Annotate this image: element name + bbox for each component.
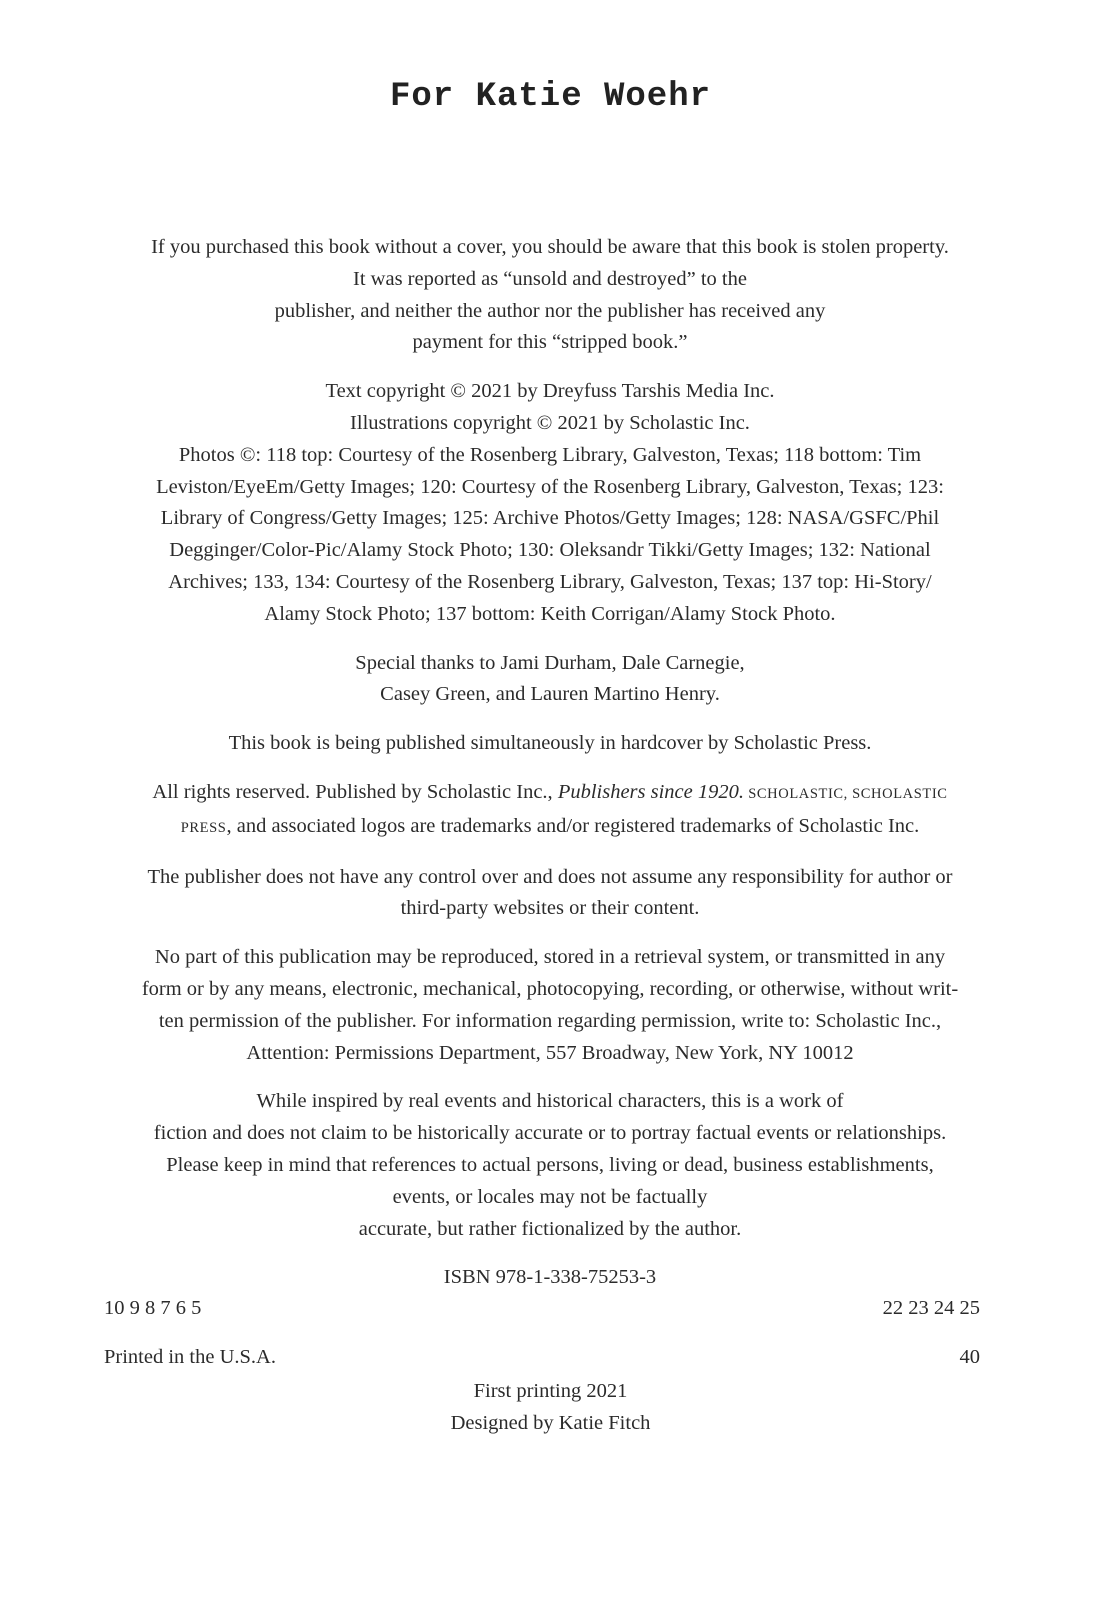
thanks-line: Casey Green, and Lauren Martino Henry. (380, 683, 720, 706)
photo-credit-line: Archives; 133, 134: Courtesy of the Rosenberg Library, Galveston, Texas; 137 top: Hi-Story/ (168, 570, 932, 593)
reproduction-notice (100, 942, 1000, 1069)
trademark-rest: , and associated logos are trademarks and/or registered trademarks of Scholastic Inc. (226, 814, 920, 837)
photo-credit-line: Degginger/Color-Pic/Alamy Stock Photo; 130: Oleksandr Tikki/Getty Images; 132: National (169, 539, 931, 562)
copyright-block (100, 232, 1000, 1311)
fiction-line: fiction and does not claim to be historically accurate or to portray factual events or relationships. (153, 1122, 947, 1145)
rights-prefix: All rights reserved. Published by Scholastic Inc., (152, 780, 558, 803)
print-run-numbers: 10 9 8 7 6 5 (104, 1297, 202, 1319)
dedication: For Katie Woehr (389, 78, 712, 116)
fiction-line: events, or locales may not be factually (392, 1185, 708, 1208)
print-year-numbers: 22 23 24 25 (882, 1297, 980, 1319)
rights-reserved (100, 777, 1000, 845)
fiction-line: Please keep in mind that references to actual persons, living or dead, business establishments, (166, 1153, 934, 1176)
reproduction-line: Attention: Permissions Department, 557 Broadway, New York, NY 10012 (246, 1041, 854, 1064)
notice-line: publisher, and neither the author nor the publisher has received any (274, 299, 826, 322)
designer-credit: Designed by Katie Fitch (450, 1411, 651, 1434)
isbn (100, 1262, 1000, 1294)
notice-line: payment for this “stripped book.” (412, 331, 688, 354)
reproduction-line: ten permission of the publisher. For information regarding permission, write to: Scholastic Inc., (158, 1009, 942, 1032)
printed-in: Printed in the U.S.A. (104, 1346, 276, 1368)
reproduction-line: No part of this publication may be reproduced, stored in a retrieval system, or transmitted in any (154, 946, 946, 969)
website-disclaimer (100, 862, 1000, 926)
photo-credit-line: Alamy Stock Photo; 137 bottom: Keith Corrigan/Alamy Stock Photo. (264, 602, 836, 625)
stripped-book-notice (100, 232, 1000, 359)
illustrations-copyright: Illustrations copyright © 2021 by Scholastic Inc. (350, 411, 750, 434)
fiction-line: accurate, but rather fictionalized by the author. (358, 1217, 742, 1240)
photo-credit-line: Leviston/EyeEm/Getty Images; 120: Courtesy of the Rosenberg Library, Galveston, Texas; 123: (156, 475, 944, 498)
notice-line: It was reported as “unsold and destroyed” to the (353, 267, 747, 290)
trademark-smallcaps: PRESS (180, 819, 227, 836)
printing-footer (0, 1376, 1101, 1440)
notice-line: If you purchased this book without a cover, you should be aware that this book is stolen property. (151, 236, 949, 258)
copyright-credits (100, 376, 1000, 630)
disclaimer-line: third-party websites or their content. (400, 897, 700, 920)
publishers-since: Publishers since 1920. (557, 780, 745, 803)
printer-code: 40 (959, 1346, 980, 1368)
rights-line (100, 811, 1000, 845)
simultaneous-line: This book is being published simultaneously in hardcover by Scholastic Press. (228, 732, 872, 755)
trademark-smallcaps: SCHOLASTIC, SCHOLASTIC (744, 785, 948, 802)
fiction-disclaimer (100, 1086, 1000, 1245)
simultaneous-publication (100, 728, 1000, 760)
thanks-line: Special thanks to Jami Durham, Dale Carnegie, (355, 651, 745, 674)
first-printing: First printing 2021 (473, 1380, 628, 1402)
fiction-line: While inspired by real events and historical characters, this is a work of (256, 1090, 844, 1113)
reproduction-line: form or by any means, electronic, mechanical, photocopying, recording, or otherwise, without writ- (141, 977, 959, 1000)
rights-line (100, 777, 1000, 811)
photo-credit-line: Photos ©: 118 top: Courtesy of the Rosenberg Library, Galveston, Texas; 118 bottom: Tim (178, 443, 922, 466)
special-thanks (100, 648, 1000, 712)
disclaimer-line: The publisher does not have any control over and does not assume any responsibility for author or (147, 865, 953, 888)
isbn-number: ISBN 978-1-338-75253-3 (443, 1266, 657, 1289)
text-copyright: Text copyright © 2021 by Dreyfuss Tarshis Media Inc. (325, 380, 775, 403)
photo-credit-line: Library of Congress/Getty Images; 125: Archive Photos/Getty Images; 128: NASA/GSFC/Phil (160, 507, 940, 530)
